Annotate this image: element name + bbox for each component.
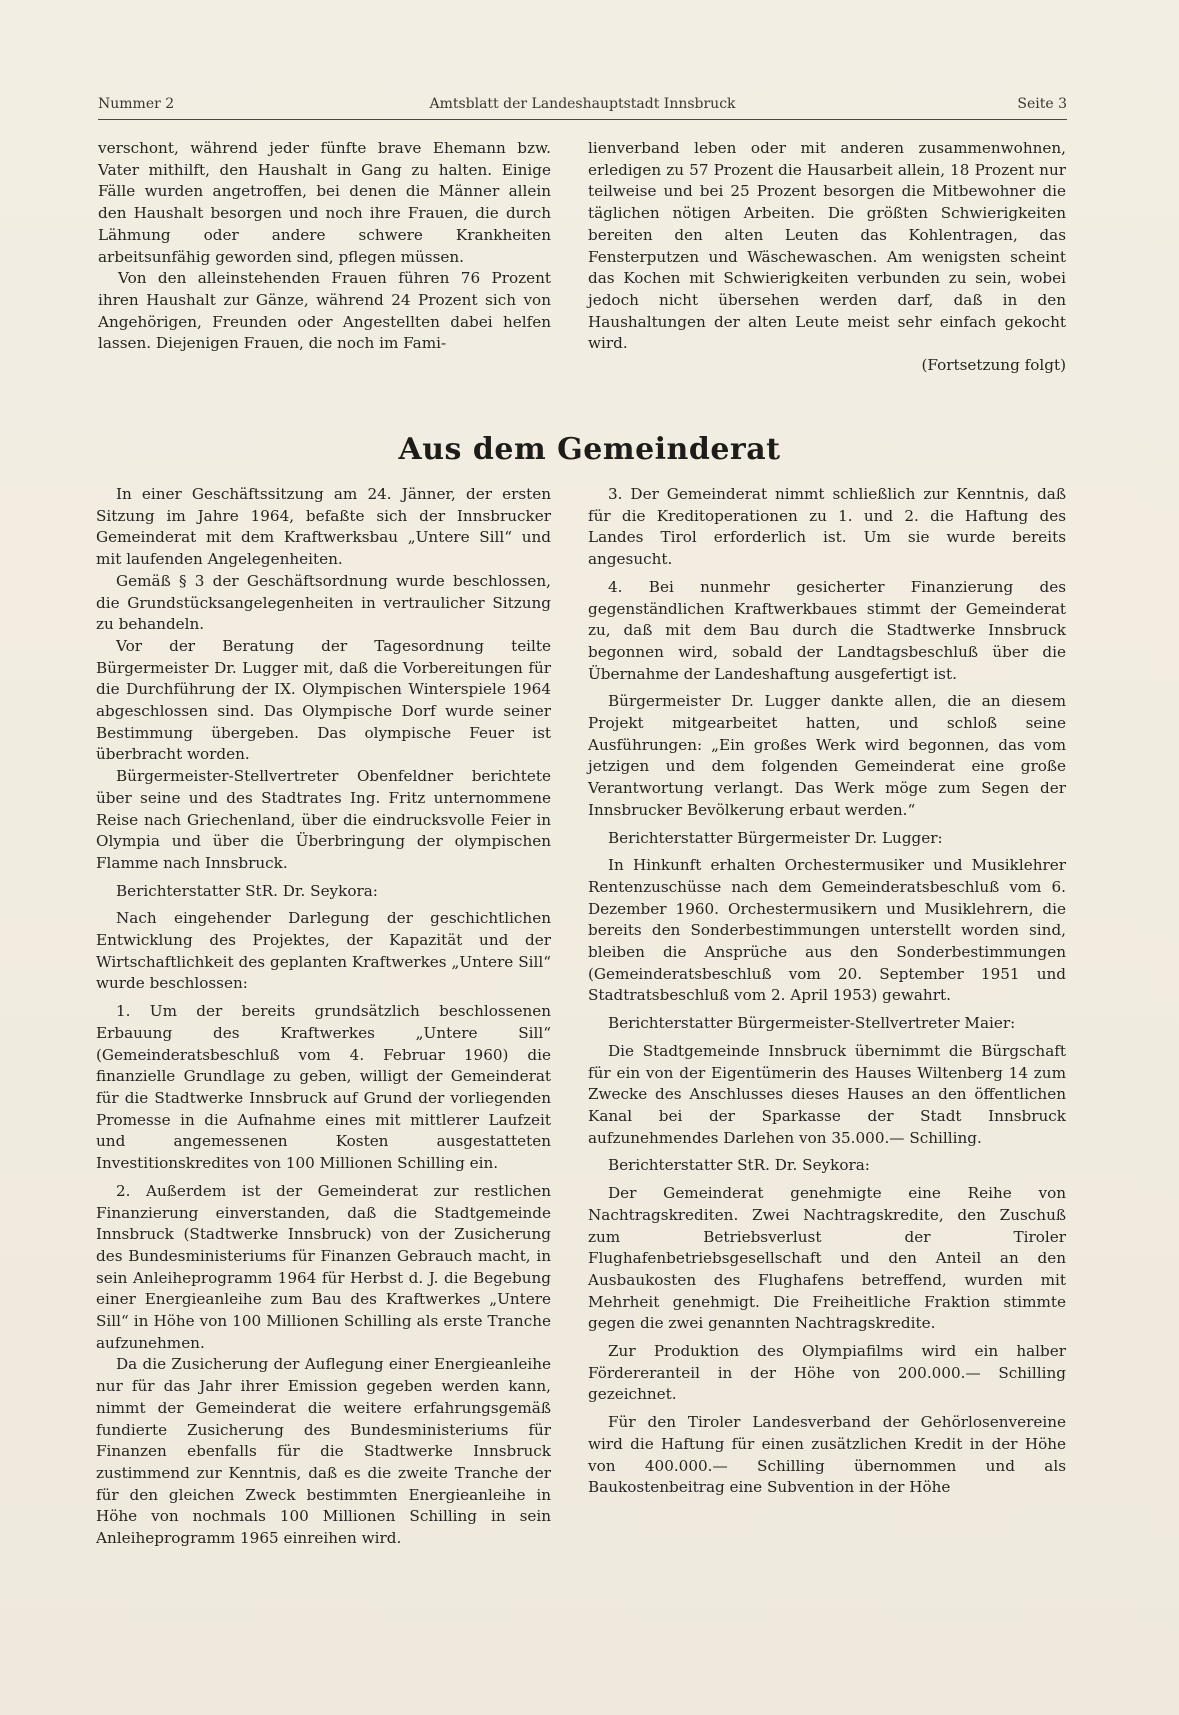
paragraph: Für den Tiroler Landesverband der Gehörlosenvereine wird die Haftung für einen zusätzlichen Kredit in der Höhe von 400.000.— Schilling übernommen und als Baukostenbeitrag eine Subvention in der Höhe [588, 1413, 1066, 1497]
paragraph: 1. Um der bereits grundsätzlich beschlossenen Erbauung des Kraftwerkes „Untere Sill“ (Gemeinderatsbeschluß vom 4. Februar 1960) die finanzielle Grundlage zu geben, willigt der Gemeinderat für die Stadtwerke Innsbruck auf Grund der vorliegenden Promesse in die Aufnahme eines mit mittlerer Laufzeit und angemessenen Kosten ausgestatteten Investitionskredites von 100 Millionen Schilling ein. [96, 1002, 551, 1173]
paragraph: Gemäß § 3 der Geschäftsordnung wurde beschlossen, die Grundstücksangelegenheiten in vertraulicher Sitzung zu behandeln. [96, 571, 551, 634]
paragraph: Zur Produktion des Olympiafilms wird ein halber Fördereranteil in der Höhe von 200.000.— Schilling gezeichnet. [588, 1342, 1066, 1404]
reporter-heading: Berichterstatter StR. Dr. Seykora: [608, 1156, 870, 1175]
paragraph: Da die Zusicherung der Auflegung einer Energieanleihe nur für das Jahr ihrer Emission gegeben werden kann, nimmt der Gemeinderat die weitere erfahrungsgemäß fundierte Zusicherung des Bundesministeriums für Finanzen ebenfalls für die Stadtwerke Innsbruck zustimmend zur Kenntnis, daß es die zweite Tranche der für den gleichen Zweck bestimmten Energieanleihe in Höhe von nochmals 100 Millionen Schilling in sein Anleiheprogramm 1965 einreihen wird. [96, 1355, 551, 1548]
reporter-heading: Berichterstatter Bürgermeister-Stellvertreter Maier: [608, 1014, 1016, 1033]
paragraph: Bürgermeister-Stellvertreter Obenfeldner berichtete über seine und des Stadtrates Ing. Fritz unternommene Reise nach Griechenland, über die eindrucksvolle Feier in Olympia und über die Überbringung der olympischen Flamme nach Innsbruck. [96, 767, 551, 872]
top-left-column [98, 138, 551, 355]
paragraph: In Hinkunft erhalten Orchestermusiker und Musiklehrer Rentenzuschüsse nach dem Gemeinderatsbeschluß vom 6. Dezember 1960. Orchestermusikern und Musiklehrern, die bereits den Sonderbestimmungen unterstellt worden sind, bleiben die Ansprüche aus den Sonderbestimmungen (Gemeinderatsbeschluß vom 20. September 1951 und Stadtratsbeschluß vom 2. April 1953) gewahrt. [588, 856, 1066, 1005]
council-left-column [96, 484, 551, 1550]
paragraph: 4. Bei nunmehr gesicherter Finanzierung des gegenständlichen Kraftwerkbaues stimmt der Gemeinderat zu, daß mit dem Bau durch die Stadtwerke Innsbruck begonnen wird, sobald der Landtagsbeschluß über die Übernahme der Landeshaftung ausgefertigt ist. [588, 577, 1066, 683]
paragraph: verschont, während jeder fünfte brave Ehemann bzw. Vater mithilft, den Haushalt in Gang zu halten. Einige Fälle wurden angetroffen, bei denen die Männer allein den Haushalt besorgen und noch ihre Frauen, die durch Lähmung oder andere schwere Krankheiten arbeitsunfähig geworden sind, pflegen müssen. [98, 139, 551, 266]
reporter-heading: Berichterstatter Bürgermeister Dr. Lugger: [608, 828, 943, 847]
council-right-column [588, 484, 1066, 1499]
publication-title: Amtsblatt der Landeshauptstadt Innsbruck [429, 96, 736, 112]
page-header [98, 96, 1067, 118]
reporter-heading: Berichterstatter StR. Dr. Seykora: [116, 881, 378, 900]
paragraph: Der Gemeinderat genehmigte eine Reihe von Nachtragskrediten. Zwei Nachtragskredite, den Zuschuß zum Betriebsverlust der Tiroler Flughafenbetriebsgesellschaft und den Anteil an den Ausbaukosten des Flughafens betreffend, wurden mit Mehrheit genehmigt. Die Freiheitliche Fraktion stimmte gegen die zwei genannten Nachtragskredite. [588, 1184, 1066, 1333]
paragraph: In einer Geschäftssitzung am 24. Jänner, der ersten Sitzung im Jahre 1964, befaßte sich der Innsbrucker Gemeinderat mit dem Kraftwerksbau „Untere Sill“ und mit laufenden Angelegenheiten. [96, 485, 551, 569]
paragraph: Bürgermeister Dr. Lugger dankte allen, die an diesem Projekt mitgearbeitet hatten, und schloß seine Ausführungen: „Ein großes Werk wird begonnen, das vom jetzigen und dem folgenden Gemeinderat eine große Verantwortung verlangt. Das Werk möge zum Segen der Innsbrucker Bevölkerung erbaut werden.“ [588, 692, 1066, 819]
paragraph: Von den alleinstehenden Frauen führen 76 Prozent ihren Haushalt zur Gänze, während 24 Prozent sich von Angehörigen, Freunden oder Angestellten dabei helfen lassen. Diejenigen Frauen, die noch im Fami- [98, 269, 551, 353]
header-divider [98, 119, 1067, 120]
issue-number: Nummer 2 [98, 96, 175, 112]
paragraph: Vor der Beratung der Tagesordnung teilte Bürgermeister Dr. Lugger mit, daß die Vorbereitungen für die Durchführung der IX. Olympischen Winterspiele 1964 abgeschlossen sind. Das Olympische Dorf wurde seiner Bestimmung übergeben. Das olympische Feuer ist überbracht worden. [96, 636, 551, 764]
paragraph: 2. Außerdem ist der Gemeinderat zur restlichen Finanzierung einverstanden, daß die Stadtgemeinde Innsbruck (Stadtwerke Innsbruck) von der Zusicherung des Bundesministeriums für Finanzen Gebrauch macht, in sein Anleiheprogramm 1964 für Herbst d. J. die Begebung einer Energieanleihe zum Bau des Kraftwerkes „Untere Sill“ in Höhe von 100 Millionen Schilling als erste Tranche aufzunehmen. [96, 1181, 551, 1352]
top-right-column [588, 138, 1066, 377]
page-number: Seite 3 [1017, 96, 1067, 112]
section-heading: Aus dem Gemeinderat [398, 432, 781, 467]
paragraph: lienverband leben oder mit anderen zusammenwohnen, erledigen zu 57 Prozent die Hausarbeit allein, 18 Prozent nur teilweise und bei 25 Prozent besorgen die Mitbewohner die täglichen nötigen Arbeiten. Die größten Schwierigkeiten bereiten den alten Leuten das Kohlentragen, das Fensterputzen und Wäschewaschen. Am wenigsten scheint das Kochen mit Schwierigkeiten verbunden zu sein, wobei jedoch nicht übersehen werden darf, daß in den Haushaltungen der alten Leute meist sehr einfach gekocht wird. [588, 139, 1066, 353]
continuation-note: (Fortsetzung folgt) [921, 356, 1066, 375]
paragraph: 3. Der Gemeinderat nimmt schließlich zur Kenntnis, daß für die Kreditoperationen zu 1. und 2. die Haftung des Landes Tirol erforderlich ist. Um sie wurde bereits angesucht. [588, 485, 1066, 569]
paragraph: Nach eingehender Darlegung der geschichtlichen Entwicklung des Projektes, der Kapazität und der Wirtschaftlichkeit des geplanten Kraftwerkes „Untere Sill“ wurde beschlossen: [96, 909, 551, 993]
paragraph: Die Stadtgemeinde Innsbruck übernimmt die Bürgschaft für ein von der Eigentümerin des Hauses Wiltenberg 14 zum Zwecke des Anschlusses dieses Hauses an den öffentlichen Kanal bei der Sparkasse der Stadt Innsbruck aufzunehmendes Darlehen von 35.000.— Schilling. [588, 1041, 1066, 1147]
